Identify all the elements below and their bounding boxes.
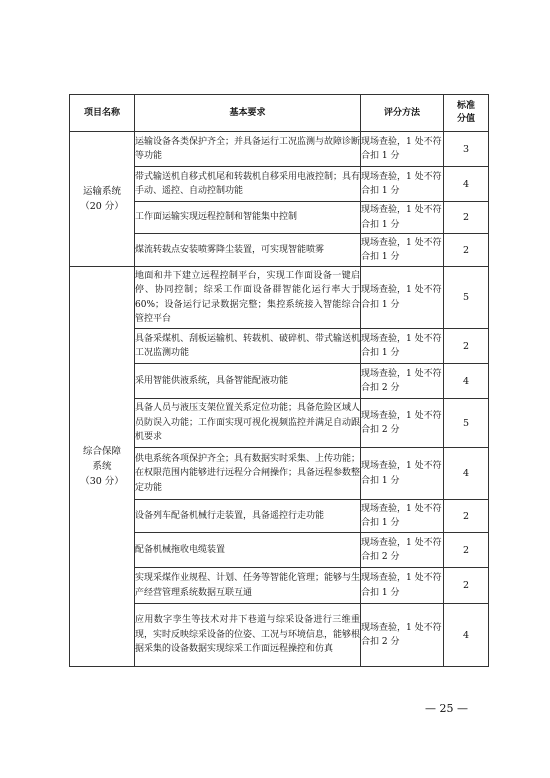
method-cell: 现场查验，1 处不符合扣 1 分 bbox=[361, 568, 444, 604]
score-cell: 5 bbox=[444, 399, 489, 448]
method-cell: 现场查验，1 处不符合扣 1 分 bbox=[361, 234, 444, 267]
requirement-cell: 地面和井下建立远程控制平台，实现工作面设备一键启停、协同控制；综采工作面设备群智能化运行率大于 60%；设备运行记录数据完整；集控系统接入智能综合管控平台 bbox=[135, 267, 361, 329]
method-cell: 现场查验，1 处不符合扣 1 分 bbox=[361, 167, 444, 202]
requirement-cell: 煤流转载点安装喷雾降尘装置，可实现智能喷雾 bbox=[135, 234, 361, 267]
header-score bbox=[444, 95, 489, 132]
requirement-cell: 供电系统各项保护齐全；具有数据实时采集、上传功能；在权限范围内能够进行远程分合闸操作；具备远程参数整定功能 bbox=[135, 448, 361, 500]
score-cell: 2 bbox=[444, 500, 489, 533]
score-cell: 2 bbox=[444, 329, 489, 364]
score-cell: 2 bbox=[444, 234, 489, 267]
requirement-cell: 采用智能供液系统，具备智能配液功能 bbox=[135, 364, 361, 399]
table-row bbox=[70, 132, 489, 167]
score-cell: 4 bbox=[444, 167, 489, 202]
method-cell: 现场查验，1 处不符合扣 1 分 bbox=[361, 448, 444, 500]
score-cell: 2 bbox=[444, 568, 489, 604]
score-cell: 4 bbox=[444, 364, 489, 399]
method-cell: 现场查验，1 处不符合扣 1 分 bbox=[361, 329, 444, 364]
project-name-line1: 综合保障 bbox=[82, 446, 121, 457]
requirement-cell: 设备列车配备机械行走装置，具备遥控行走功能 bbox=[135, 500, 361, 533]
header-score-line2: 分值 bbox=[456, 114, 475, 124]
project-name-line2: （20 分） bbox=[80, 201, 124, 212]
requirement-cell: 实现采煤作业规程、计划、任务等智能化管理；能够与生产经营管理系统数据互联互通 bbox=[135, 568, 361, 604]
method-cell: 现场查验，1 处不符合扣 1 分 bbox=[361, 267, 444, 329]
method-cell: 现场查验，1 处不符合扣 2 分 bbox=[361, 364, 444, 399]
score-cell: 3 bbox=[444, 132, 489, 167]
method-cell: 现场查验，1 处不符合扣 1 分 bbox=[361, 132, 444, 167]
requirement-cell: 应用数字孪生等技术对井下巷道与综采设备进行三维重现，实时反映综采设备的位姿、工况与环境信息，能够根据采集的设备数据实现综采工作面远程操控和仿真 bbox=[135, 604, 361, 667]
method-cell: 现场查验，1 处不符合扣 2 分 bbox=[361, 399, 444, 448]
header-score-line1: 标准 bbox=[456, 101, 475, 111]
requirement-cell: 运输设备各类保护齐全；并具备运行工况监测与故障诊断等功能 bbox=[135, 132, 361, 167]
header-project: 项目名称 bbox=[70, 95, 135, 132]
project-cell-support bbox=[70, 267, 135, 667]
method-cell: 现场查验，1 处不符合扣 1 分 bbox=[361, 500, 444, 533]
project-name-line2: 系统 bbox=[92, 461, 112, 472]
score-cell: 4 bbox=[444, 448, 489, 500]
project-cell-transport bbox=[70, 132, 135, 267]
score-cell: 5 bbox=[444, 267, 489, 329]
requirement-cell: 带式输送机自移式机尾和转载机自移采用电液控制；具有手动、遥控、自动控制功能 bbox=[135, 167, 361, 202]
table-row bbox=[70, 267, 489, 329]
score-cell: 4 bbox=[444, 604, 489, 667]
project-name-line1: 运输系统 bbox=[82, 186, 121, 197]
score-cell: 2 bbox=[444, 533, 489, 568]
method-cell: 现场查验，1 处不符合扣 2 分 bbox=[361, 604, 444, 667]
method-cell: 现场查验，1 处不符合扣 1 分 bbox=[361, 202, 444, 234]
requirement-cell: 工作面运输实现远程控制和智能集中控制 bbox=[135, 202, 361, 234]
requirement-cell: 具备采煤机、刮板运输机、转载机、破碎机、带式输送机工况监测功能 bbox=[135, 329, 361, 364]
page-number: — 25 — bbox=[425, 702, 468, 715]
score-cell: 2 bbox=[444, 202, 489, 234]
header-method: 评分方法 bbox=[361, 95, 444, 132]
requirement-cell: 具备人员与液压支架位置关系定位功能；具备危险区域人员防误入功能；工作面实现可视化视频监控并满足自动跟机要求 bbox=[135, 399, 361, 448]
project-name-line3: （30 分） bbox=[80, 476, 124, 487]
header-requirement: 基本要求 bbox=[135, 95, 361, 132]
table-header-row bbox=[70, 95, 489, 132]
method-cell: 现场查验，1 处不符合扣 2 分 bbox=[361, 533, 444, 568]
requirement-cell: 配备机械拖收电缆装置 bbox=[135, 533, 361, 568]
scoring-table bbox=[69, 94, 489, 667]
